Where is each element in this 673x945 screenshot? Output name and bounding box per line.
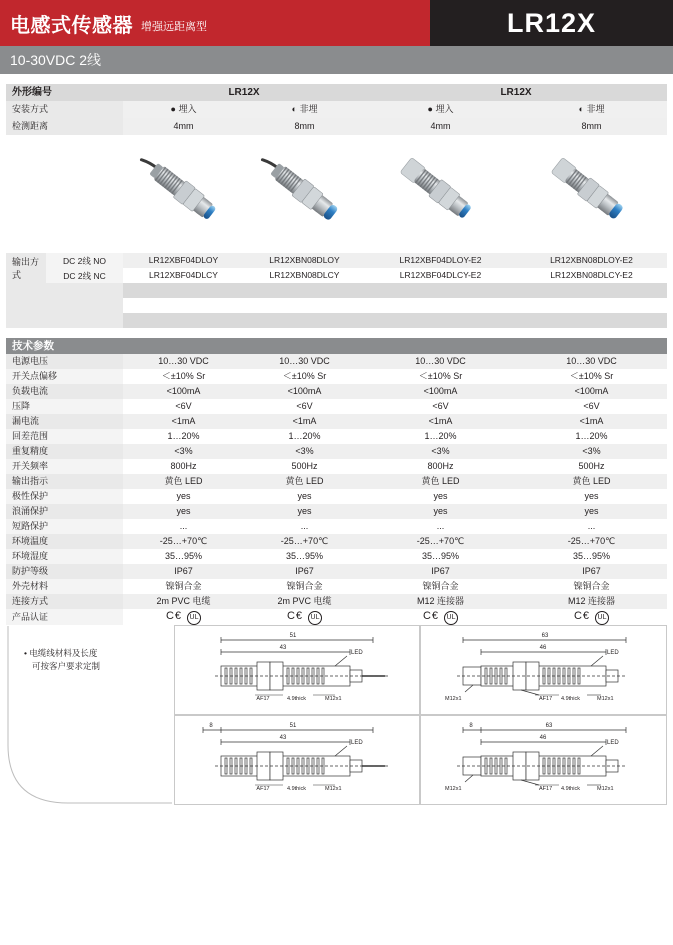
spec-value: 黄色 LED: [516, 474, 667, 489]
spec-value: <100mA: [516, 384, 667, 399]
spec-value: -25…+70℃: [123, 534, 244, 549]
label-cable-bottom-led: LED: [351, 740, 363, 746]
tech-section: [6, 338, 667, 625]
ul-mark-icon: UL: [444, 611, 458, 625]
label-cable-top-led: LED: [351, 650, 363, 656]
header-right-block: [430, 0, 673, 46]
spec-value: 1…20%: [365, 429, 516, 444]
label-conn-bottom-thick: 4.9thick: [561, 786, 580, 792]
table-row: [6, 549, 667, 564]
note-line-2: 可按客户要求定制: [32, 660, 101, 671]
table-row: [6, 459, 667, 474]
spec-value: yes: [244, 489, 365, 504]
page-header: [0, 0, 673, 46]
drawing-connector-top: [420, 625, 667, 715]
dimension-drawings: [6, 625, 667, 805]
spec-label: 重复精度: [6, 444, 123, 459]
spec-value: 镍铜合金: [123, 579, 244, 594]
table-row: [6, 313, 667, 328]
spec-label: 开关点偏移: [6, 369, 123, 384]
header-left-block: [0, 0, 430, 46]
spec-value: yes: [516, 504, 667, 519]
spec-value: <3%: [123, 444, 244, 459]
table-row: [6, 384, 667, 399]
dim-conn-bottom-body: 46: [539, 735, 547, 741]
distance-value-3: 4mm: [365, 118, 516, 135]
mount-value-1: ● 埋入: [123, 101, 244, 118]
spacer-cell-right-2: [123, 298, 667, 313]
spec-value: ＜±10% Sr: [516, 369, 667, 384]
spec-value: 黄色 LED: [244, 474, 365, 489]
spec-value: 800Hz: [365, 459, 516, 474]
drawing-cable-bottom: [174, 715, 420, 805]
table-row: [6, 594, 667, 609]
spec-value: <6V: [516, 399, 667, 414]
spec-label: 环境湿度: [6, 549, 123, 564]
spec-value: IP67: [365, 564, 516, 579]
label-conn-top-wrench: AF17: [539, 696, 553, 702]
spec-value: -25…+70℃: [365, 534, 516, 549]
sensor-image-cable-nonflush: [250, 146, 360, 241]
spec-label: 负载电流: [6, 384, 123, 399]
label-cable-top-wrench: AF17: [256, 696, 270, 702]
spec-value: yes: [516, 489, 667, 504]
spec-value: yes: [365, 489, 516, 504]
spec-value: ＜±10% Sr: [365, 369, 516, 384]
product-photo-4: [516, 135, 667, 253]
spec-value: [123, 609, 244, 625]
spec-value: 镍铜合金: [365, 579, 516, 594]
spec-value: 1…20%: [244, 429, 365, 444]
dim-cable-bottom-body: 43: [279, 735, 287, 741]
label-conn-top-led: LED: [607, 650, 619, 656]
part-number-1-3: LR12XBF04DLOY-E2: [365, 253, 516, 268]
spec-value: ...: [516, 519, 667, 534]
spec-value: <3%: [516, 444, 667, 459]
spec-value: 1…20%: [123, 429, 244, 444]
spec-value: <6V: [365, 399, 516, 414]
spec-value: 1…20%: [516, 429, 667, 444]
label-cable-top-thick: 4.9thick: [287, 696, 306, 702]
header-model-code: LR12X: [506, 7, 597, 38]
spec-value: yes: [123, 489, 244, 504]
spec-value: ＜±10% Sr: [244, 369, 365, 384]
ul-mark-icon: UL: [595, 611, 609, 625]
spec-value: <1mA: [123, 414, 244, 429]
spec-value: 35…95%: [123, 549, 244, 564]
spec-value: 镍铜合金: [244, 579, 365, 594]
table-row: [6, 399, 667, 414]
sensor-image-connector-nonflush: [533, 146, 651, 241]
tech-table: [6, 354, 667, 625]
ce-mark-icon: C€: [165, 610, 183, 622]
spec-value: 500Hz: [516, 459, 667, 474]
table-row: [6, 298, 667, 313]
label-conn-top-thread: M12x1: [597, 696, 614, 702]
spec-value: 10…30 VDC: [516, 354, 667, 369]
spec-value: <100mA: [244, 384, 365, 399]
mount-label: 安装方式: [6, 101, 123, 118]
product-photo-3: [365, 135, 516, 253]
spec-value: 黄色 LED: [123, 474, 244, 489]
spec-value: ...: [244, 519, 365, 534]
label-conn-bottom-led: LED: [607, 740, 619, 746]
distance-label: 检测距离: [6, 118, 123, 135]
note-text: [24, 647, 100, 673]
table-row: [6, 283, 667, 298]
spec-value: <1mA: [365, 414, 516, 429]
label-conn-bottom-wrench: AF17: [539, 786, 553, 792]
shape-section: [6, 84, 667, 328]
spacer-cell-left: [6, 283, 123, 298]
spec-value: IP67: [516, 564, 667, 579]
part-number-2-1: LR12XBF04DLCY: [149, 270, 218, 280]
spec-value: -25…+70℃: [244, 534, 365, 549]
spec-value: 35…95%: [516, 549, 667, 564]
model-header-right: LR12X: [365, 84, 667, 101]
spec-value: 10…30 VDC: [244, 354, 365, 369]
dim-conn-top-total: 63: [541, 633, 549, 639]
note-line-1: • 电缆线材料及长度: [24, 648, 98, 658]
distance-value-2: 8mm: [244, 118, 365, 135]
spec-value: [244, 609, 365, 625]
model-header-left: LR12X: [123, 84, 365, 101]
spec-value: <6V: [244, 399, 365, 414]
spec-label: 短路保护: [6, 519, 123, 534]
sensor-image-cable-flush: [129, 146, 239, 241]
spec-value: IP67: [244, 564, 365, 579]
photo-row-spacer: [6, 135, 123, 253]
label-cable-bottom-thick: 4.9thick: [287, 786, 306, 792]
label-cable-bottom-thread: M12x1: [325, 786, 342, 792]
dim-conn-top-body: 46: [539, 645, 547, 651]
spec-value: -25…+70℃: [516, 534, 667, 549]
spec-value: 黄色 LED: [365, 474, 516, 489]
spec-label: 电源电压: [6, 354, 123, 369]
spec-value: 10…30 VDC: [123, 354, 244, 369]
spec-value: M12 连接器: [365, 594, 516, 609]
spec-label: 连接方式: [6, 594, 123, 609]
part-number-2-4: LR12XBN08DLCY-E2: [550, 270, 633, 280]
spacer-cell-left-3: [6, 313, 123, 328]
spec-value: 500Hz: [244, 459, 365, 474]
spec-value: ＜±10% Sr: [123, 369, 244, 384]
table-row: [6, 369, 667, 384]
spec-label: 防护等级: [6, 564, 123, 579]
spec-value: <3%: [365, 444, 516, 459]
table-row: [6, 268, 667, 283]
spec-value: yes: [365, 504, 516, 519]
part-number-2-3: LR12XBF04DLCY-E2: [399, 270, 482, 280]
ul-mark-icon: UL: [187, 611, 201, 625]
table-row: [6, 579, 667, 594]
spec-label: 外壳材料: [6, 579, 123, 594]
product-photo-1: [123, 135, 244, 253]
spec-label: 开关频率: [6, 459, 123, 474]
spacer-cell-right: [123, 283, 667, 298]
distance-value-4: 8mm: [516, 118, 667, 135]
dim-cable-top-body: 43: [279, 645, 287, 651]
spec-value: <1mA: [516, 414, 667, 429]
spec-value: 35…95%: [365, 549, 516, 564]
page-title: 电感式传感器: [10, 14, 133, 37]
spec-label: 环境温度: [6, 534, 123, 549]
spec-value: [516, 609, 667, 625]
table-row: [6, 474, 667, 489]
spec-value: <6V: [123, 399, 244, 414]
spec-label: 浪涌保护: [6, 504, 123, 519]
table-row: [6, 101, 667, 118]
table-row: [6, 429, 667, 444]
table-row: [6, 534, 667, 549]
spec-value: [365, 609, 516, 625]
dim-cable-bottom-short: 8: [209, 723, 213, 729]
mount-value-3: ● 埋入: [365, 101, 516, 118]
voltage-subheader: [0, 46, 673, 74]
label-conn-top-thread-left: M12x1: [445, 696, 462, 702]
ce-mark-icon: C€: [422, 610, 440, 622]
label-conn-bottom-thread: M12x1: [597, 786, 614, 792]
table-row: [6, 253, 667, 268]
spec-value: 2m PVC 电缆: [123, 594, 244, 609]
spec-label: 极性保护: [6, 489, 123, 504]
spec-value: 800Hz: [123, 459, 244, 474]
dim-cable-bottom-total: 51: [289, 723, 297, 729]
label-cable-top-thread: M12x1: [325, 696, 342, 702]
table-row: [6, 135, 667, 253]
spec-value: <100mA: [365, 384, 516, 399]
ce-mark-icon: C€: [286, 610, 304, 622]
spec-value: 镍铜合金: [516, 579, 667, 594]
label-cable-bottom-wrench: AF17: [256, 786, 270, 792]
spec-label: 产品认证: [6, 609, 123, 625]
mount-value-2: ◐ 非埋: [244, 101, 365, 118]
ce-mark-icon: C€: [573, 610, 591, 622]
spec-value: 35…95%: [244, 549, 365, 564]
spec-value: <3%: [244, 444, 365, 459]
table-row: [6, 564, 667, 579]
spec-value: IP67: [123, 564, 244, 579]
part-number-2-2: LR12XBN08DLCY: [269, 270, 340, 280]
table-row: [6, 414, 667, 429]
sensor-image-connector-flush: [382, 146, 500, 241]
spacer-cell-right-3: [123, 313, 667, 328]
shape-row-label: 外形编号: [6, 84, 123, 101]
table-row: [6, 444, 667, 459]
output-type-no: DC 2线 NO: [46, 253, 123, 268]
table-row: [6, 489, 667, 504]
mount-value-4: ◐ 非埋: [516, 101, 667, 118]
table-row: [6, 118, 667, 135]
spec-value: <1mA: [244, 414, 365, 429]
spec-value: <100mA: [123, 384, 244, 399]
distance-value-1: 4mm: [123, 118, 244, 135]
spacer-cell-left-2: [6, 298, 123, 313]
output-label: 输出方式: [6, 253, 46, 283]
dim-cable-top-total: 51: [289, 633, 297, 639]
spec-value: 2m PVC 电缆: [244, 594, 365, 609]
drawing-cable-top: [174, 625, 420, 715]
shape-table: [6, 84, 667, 328]
table-row: [6, 84, 667, 101]
part-number-1-2: LR12XBN08DLOY: [244, 253, 365, 268]
table-row: [6, 609, 667, 625]
spec-label: 压降: [6, 399, 123, 414]
part-number-1-4: LR12XBN08DLOY-E2: [516, 253, 667, 268]
note-block: [6, 625, 174, 805]
spec-value: yes: [244, 504, 365, 519]
part-number-1-1: LR12XBF04DLOY: [123, 253, 244, 268]
spec-label: 输出指示: [6, 474, 123, 489]
ul-mark-icon: UL: [308, 611, 322, 625]
spec-value: yes: [123, 504, 244, 519]
spec-label: 回差范围: [6, 429, 123, 444]
spec-value: ...: [365, 519, 516, 534]
drawing-connector-bottom: [420, 715, 667, 805]
table-row: [6, 354, 667, 369]
label-conn-top-thick: 4.9thick: [561, 696, 580, 702]
table-row: [6, 519, 667, 534]
output-type-nc: DC 2线 NC: [46, 268, 123, 283]
label-conn-bottom-thread-left: M12x1: [445, 786, 462, 792]
voltage-label: 10-30VDC 2线: [10, 52, 102, 68]
product-photo-2: [244, 135, 365, 253]
spec-value: M12 连接器: [516, 594, 667, 609]
spec-label: 漏电流: [6, 414, 123, 429]
spec-value: 10…30 VDC: [365, 354, 516, 369]
tech-section-title: 技术参数: [6, 338, 667, 354]
dim-conn-bottom-total: 63: [545, 723, 553, 729]
spec-value: ...: [123, 519, 244, 534]
page-subtitle: 增强远距离型: [141, 21, 207, 33]
dim-conn-bottom-short: 8: [469, 723, 473, 729]
table-row: [6, 504, 667, 519]
